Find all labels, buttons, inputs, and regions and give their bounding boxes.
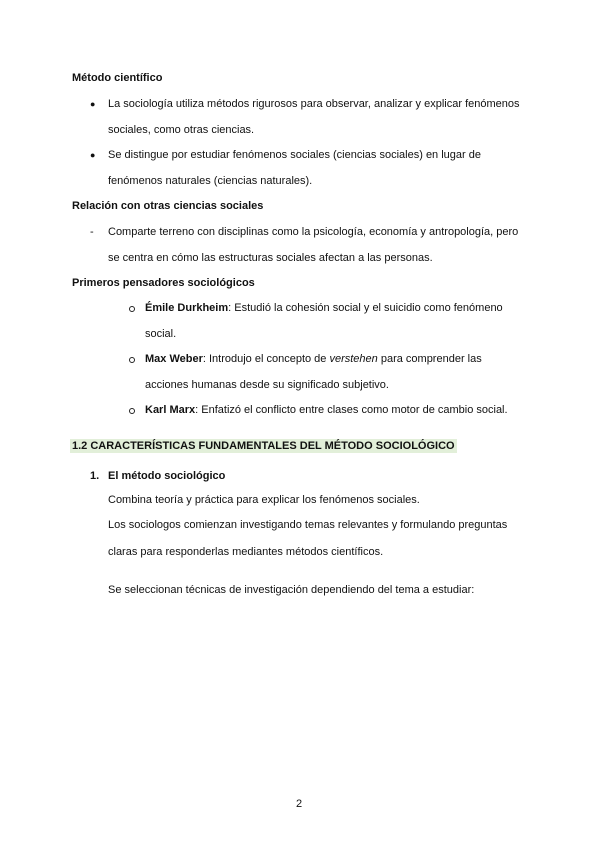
paragraph-1: Combina teoría y práctica para explicar los fenómenos sociales. — [108, 494, 420, 506]
pensador-durkheim-line2: social. — [145, 328, 177, 340]
highlighted-heading: 1.2 CARACTERÍSTICAS FUNDAMENTALES DEL MÉTODO SOCIOLÓGICO — [72, 440, 455, 452]
italic-term: verstehen — [329, 353, 378, 365]
bullet-dot: ● — [90, 99, 96, 109]
page-number: 2 — [296, 798, 303, 810]
pensador-weber-line1 — [145, 352, 482, 366]
metodo-item-2-line2: fenómenos naturales (ciencias naturales). — [108, 175, 313, 187]
pensador-marx-line1 — [145, 403, 508, 417]
dash-marker: - — [90, 226, 94, 238]
metodo-item-2-line1: Se distingue por estudiar fenómenos sociales (ciencias sociales) en lugar de — [108, 149, 481, 161]
relacion-line1: Comparte terreno con disciplinas como la psicología, economía y antropología, pero — [108, 226, 519, 238]
circle-bullet — [129, 306, 135, 312]
pensador-name: Max Weber — [145, 353, 203, 365]
relacion-line2: se centra en cómo las estructuras sociales afectan a las personas. — [108, 252, 433, 264]
pensador-text: para comprender las — [377, 353, 482, 365]
paragraph-2-line2: claras para responderlas mediantes métodos científicos. — [108, 546, 384, 558]
pensador-name: Émile Durkheim — [145, 302, 229, 314]
pensador-text: : Estudió la cohesión social y el suicidio como fenómeno — [228, 302, 503, 314]
pensador-name: Karl Marx — [145, 404, 196, 416]
paragraph-3: Se seleccionan técnicas de investigación dependiendo del tema a estudiar: — [108, 584, 475, 596]
section-heading-1-2 — [72, 439, 457, 453]
heading-primeros-pensadores: Primeros pensadores sociológicos — [72, 277, 255, 289]
bullet-dot: ● — [90, 150, 96, 160]
metodo-item-1-line1: La sociología utiliza métodos rigurosos para observar, analizar y explicar fenómenos — [108, 98, 520, 110]
pensador-text: : Introdujo el concepto de — [202, 353, 330, 365]
pensador-durkheim-line1 — [145, 301, 503, 315]
metodo-item-1-line2: sociales, como otras ciencias. — [108, 124, 255, 136]
heading-metodo-cientifico: Método científico — [72, 72, 163, 84]
numbered-marker: 1. — [90, 470, 100, 482]
pensador-weber-line2: acciones humanas desde su significado subjetivo. — [145, 379, 389, 391]
pensador-text: : Enfatizó el conflicto entre clases como motor de cambio social. — [195, 404, 508, 416]
circle-bullet — [129, 408, 135, 414]
circle-bullet — [129, 357, 135, 363]
paragraph-2-line1: Los sociologos comienzan investigando temas relevantes y formulando preguntas — [108, 519, 508, 531]
heading-relacion-ciencias: Relación con otras ciencias sociales — [72, 200, 264, 212]
item-title-metodo-sociologico: El método sociológico — [108, 470, 226, 482]
